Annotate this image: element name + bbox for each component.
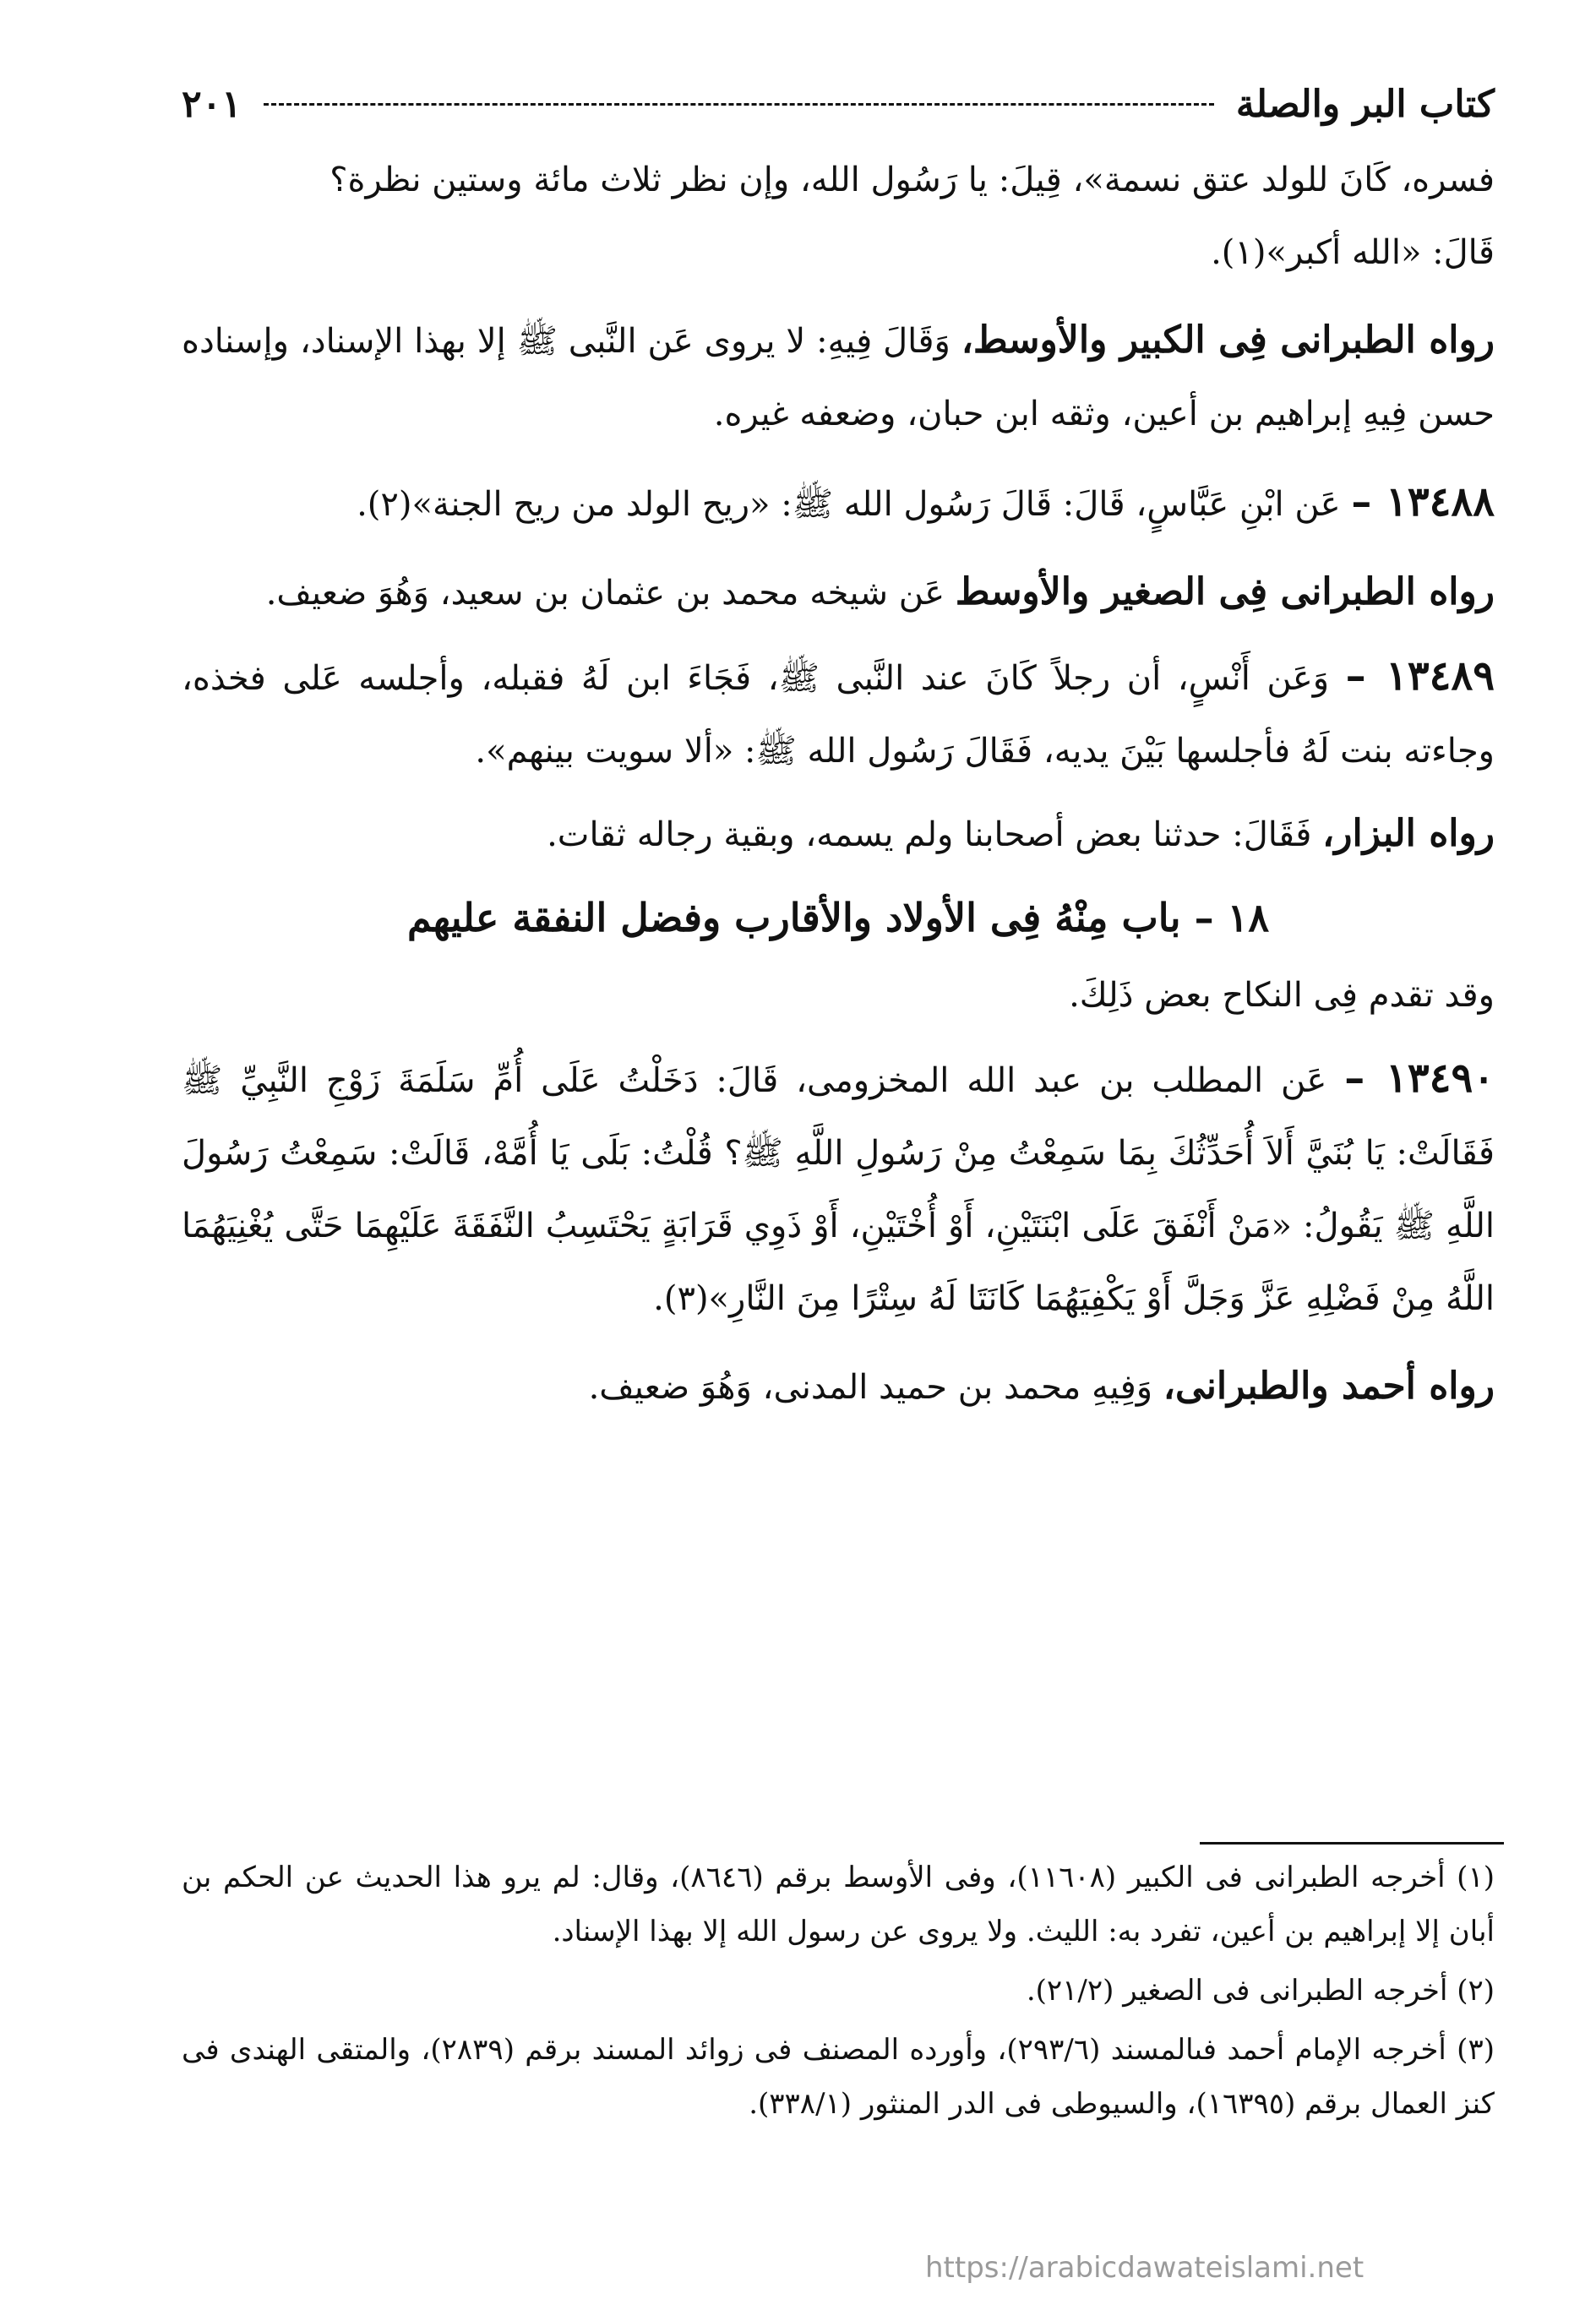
hadith-number: ١٣٤٨٨ – xyxy=(1351,478,1495,526)
footnote-2: (٢) أخرجه الطبرانى فى الصغير (٢١/٢). xyxy=(1026,1974,1495,2008)
paragraph-continuation: فسره، كَانَ للولد عتق نسمة»، قِيلَ: يا رَسُول الله، وإن نظر ثلاث مائة وستين نظرة؟ قَالَ: «الله أكبر»(١). xyxy=(330,161,1495,272)
header-dashed-rule xyxy=(264,103,1214,106)
watermark-url: https://arabicdawateislami.net xyxy=(925,2251,1364,2285)
footnote-separator xyxy=(1200,1842,1504,1845)
hadith-13489: ١٣٤٨٩ – وَعَن أَنْسٍ، أن رجلاً كَانَ عند النَّبى ﷺ، فَجَاءَ ابن لَهُ فقبله، وأجلسه عَلى فخذه، وجاءته بنت لَهُ فأجلسها بَيْنَ يديه، فَقَالَ رَسُول الله ﷺ: «ألا سويت بينهم». xyxy=(182,652,1495,771)
page-number: ٢٠١ xyxy=(182,82,242,126)
footnote-3: (٣) أخرجه الإمام أحمد فىالمسند (٢٩٣/٦)، وأورده المصنف فى زوائد المسند برقم (٢٨٣٩)، والمتقى الهندى فى كنز العمال برقم (١٦٣٩٥)، والسيوطى فى الدر المنثور (٣٣٨/١). xyxy=(182,2033,1495,2121)
footnotes xyxy=(182,1850,1495,2136)
hadith-number: ١٣٤٨٩ – xyxy=(1345,652,1495,700)
hadith-number: ١٣٤٩٠ – xyxy=(1344,1054,1495,1102)
footnote-1: (١) أخرجه الطبرانى فى الكبير (١١٦٠٨)، وفى الأوسط برقم (٨٦٤٦)، وقال: لم يرو هذا الحديث عن الحكم بن أبان إلا إبراهيم بن أعين، تفرد به: الليث. ولا يروى عن رسول الله إلا بهذا الإسناد. xyxy=(182,1861,1495,1948)
chapter-note: وقد تقدم فِى النكاح بعض ذَلِكَ. xyxy=(1069,976,1495,1015)
source-note: رواه الطبرانى فِى الكبير والأوسط، وَقَالَ فِيهِ: لا يروى عَن النَّبى ﷺ إلا بهذا الإسناد، وإسناده حسن فِيهِ إبراهيم بن أعين، وثقه ابن حبان، وضعفه غيره. xyxy=(182,319,1495,433)
running-header xyxy=(182,74,1495,134)
hadith-13490: ١٣٤٩٠ – عَن المطلب بن عبد الله المخزومى، قَالَ: دَخَلْتُ عَلَى أُمِّ سَلَمَةَ زَوْجِ النَّبِيِّ ﷺ فَقَالَتْ: يَا بُنَيَّ أَلاَ أُحَدِّثُكَ بِمَا سَمِعْتُ مِنْ رَسُولِ اللَّهِ ﷺ؟ قُلْتُ: بَلَى يَا أُمَّهْ، قَالَتْ: سَمِعْتُ رَسُولَ اللَّهِ ﷺ يَقُولُ: «مَنْ أَنْفَقَ عَلَى ابْنَتَيْنِ، أَوْ أُخْتَيْنِ، أَوْ ذَوِي قَرَابَةٍ يَحْتَسِبُ النَّفَقَةَ عَلَيْهِمَا حَتَّى يُغْنِيَهُمَا اللَّهُ مِنْ فَضْلِهِ عَزَّ وَجَلَّ أَوْ يَكْفِيَهُمَا كَانَتَا لَهُ سِتْرًا مِنَ النَّارِ»(٣). xyxy=(182,1054,1495,1318)
book-title: كتاب البر والصلة xyxy=(1235,82,1495,126)
hadith-13488: ١٣٤٨٨ – عَن ابْنِ عَبَّاسٍ، قَالَ: قَالَ رَسُول الله ﷺ: «ريح الولد من ريح الجنة»(٢). xyxy=(357,478,1495,526)
chapter-heading: ١٨ – باب مِنْهُ فِى الأولاد والأقارب وفضل النفقة عليهم xyxy=(406,895,1270,940)
source-note: رواه أحمد والطبرانى، وَفِيهِ محمد بن حميد المدنى، وَهُوَ ضعيف. xyxy=(588,1365,1495,1408)
source-note: رواه الطبرانى فِى الصغير والأوسط عَن شيخه محمد بن عثمان بن سعيد، وَهُوَ ضعيف. xyxy=(265,570,1495,613)
main-text xyxy=(182,144,1495,1434)
source-note: رواه البزار، فَقَالَ: حدثنا بعض أصحابنا ولم يسمه، وبقية رجاله ثقات. xyxy=(547,812,1495,855)
